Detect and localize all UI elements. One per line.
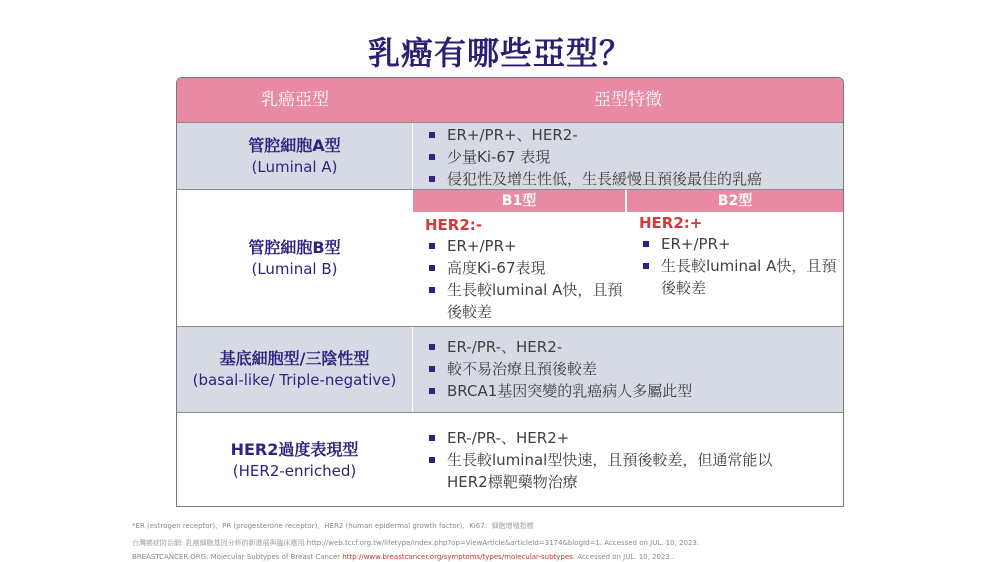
b2-subheader: B2型 xyxy=(627,190,843,212)
b1-subheader: B1型 xyxy=(413,190,625,212)
header-features: 亞型特徵 xyxy=(594,90,662,110)
subtype-name-cell xyxy=(177,123,413,189)
features-cell xyxy=(413,327,843,412)
feature-list xyxy=(423,336,692,402)
table-row-her2-enriched xyxy=(177,412,843,507)
subtype-name-en: (Luminal B) xyxy=(251,259,338,278)
table-row-luminal-a xyxy=(177,122,843,189)
b1-feature-list xyxy=(423,235,623,323)
subtype-name-en: (Luminal A) xyxy=(251,157,338,176)
feature-list xyxy=(423,124,762,190)
subtype-name-zh: 基底細胞型/三陰性型 xyxy=(219,349,370,368)
list-item: 生長較luminal A快，且預後較差 xyxy=(423,279,623,323)
page-title: 乳癌有哪些亞型？ xyxy=(367,34,632,72)
footnote-abbreviations: *ER (estrogen receptor)、PR (progesterone receptor)、HER2 (human epidermal growth factor)、Ki67：細胞增殖指標 xyxy=(132,522,534,530)
b2-her2-status: HER2:+ xyxy=(639,214,703,232)
reference-link[interactable]: http://www.breastcancer.org/symptoms/types/molecular-subtypes xyxy=(342,553,573,561)
list-item: ER+/PR+、HER2- xyxy=(423,124,762,146)
feature-list xyxy=(423,427,813,493)
list-item: 侵犯性及增生性低，生長緩慢且預後最佳的乳癌 xyxy=(423,168,762,190)
reference-accessed: . Accessed on JUL. 10, 2023.. xyxy=(572,553,675,561)
list-item: 少量Ki-67 表現 xyxy=(423,146,762,168)
list-item: ER-/PR-、HER2- xyxy=(423,336,692,358)
list-item: ER+/PR+ xyxy=(637,233,837,255)
table-row-basal-like xyxy=(177,326,843,412)
b1-her2-status: HER2:- xyxy=(425,216,483,234)
subtype-name-cell xyxy=(177,413,413,507)
subtype-name-en: (basal-like/ Triple-negative) xyxy=(192,371,397,389)
list-item: 生長較luminal型快速，且預後較差，但通常能以HER2標靶藥物治療 xyxy=(423,449,813,493)
subtype-name-zh: HER2過度表現型 xyxy=(230,440,359,459)
footnote-reference-2 xyxy=(132,553,674,561)
footnote-reference-1: 台灣癌症防治網: 乳癌細胞基因分析的新進展與臨床應用 http://web.tccf.org.tw/lifetype/index.php?op=ViewArticle&articleId=3174&blogId=1. Accessed on JUL. 10, 2023. xyxy=(132,539,700,547)
list-item: 生長較luminal A快，且預後較差 xyxy=(637,255,837,299)
subtype-table xyxy=(176,77,844,507)
subtype-name-zh: 管腔細胞B型 xyxy=(248,237,341,257)
table-row-luminal-b xyxy=(177,189,843,326)
subtype-name-en: (HER2-enriched) xyxy=(232,462,357,480)
subtype-name-cell xyxy=(177,327,413,412)
table-header xyxy=(177,78,843,122)
features-cell xyxy=(413,190,843,326)
subtype-name-zh: 管腔細胞A型 xyxy=(248,135,341,155)
subtype-name-cell xyxy=(177,190,413,326)
reference-text: BREASTCANCER.ORG: Molecular Subtypes of Breast Cancer xyxy=(132,553,343,561)
list-item: 較不易治療且預後較差 xyxy=(423,358,692,380)
b2-feature-list xyxy=(637,233,837,299)
header-subtype: 乳癌亞型 xyxy=(261,90,329,110)
list-item: ER+/PR+ xyxy=(423,235,623,257)
list-item: ER-/PR-、HER2+ xyxy=(423,427,813,449)
list-item: 高度Ki-67表現 xyxy=(423,257,623,279)
features-cell xyxy=(413,123,843,189)
list-item: BRCA1基因突變的乳癌病人多屬此型 xyxy=(423,380,692,402)
features-cell xyxy=(413,413,843,507)
